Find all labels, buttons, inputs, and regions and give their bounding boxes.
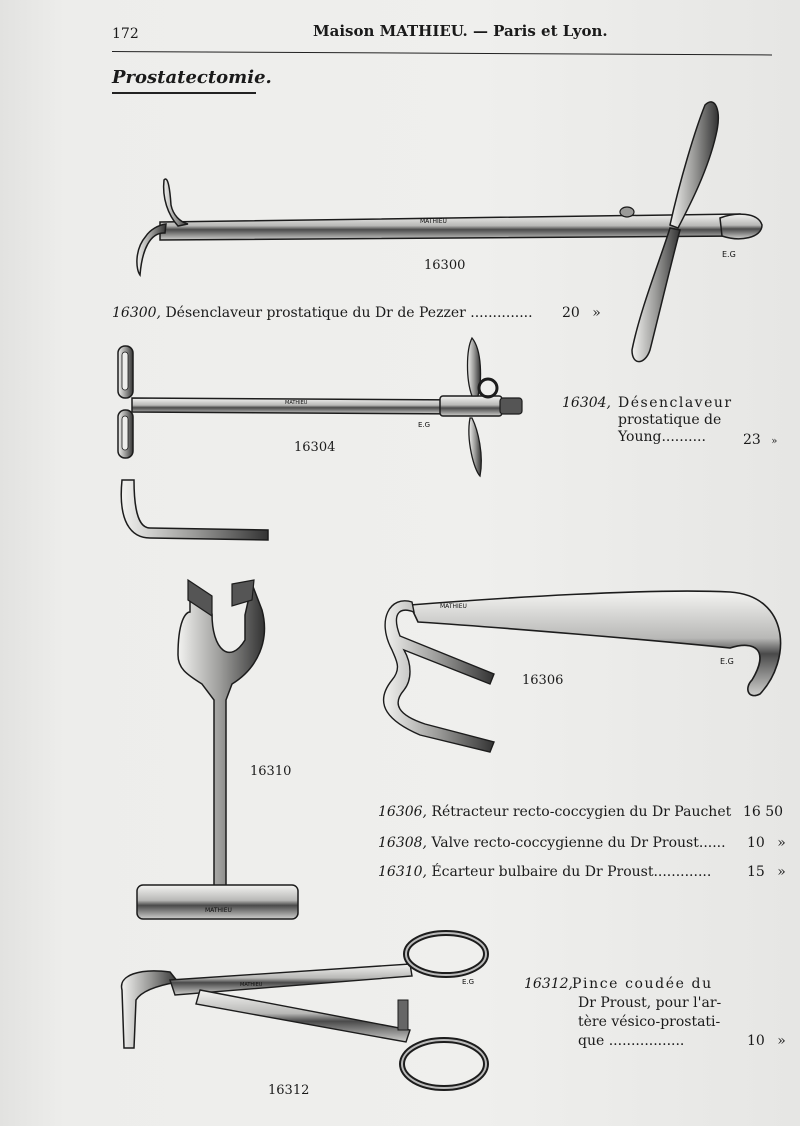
instrument-16304-number-entry [562,395,611,411]
instrument-16304-price-value: 23 [743,432,761,448]
instrument-16312-engraving: MATHIEU [240,982,263,988]
instrument-16310-name: Écarteur bulbaire du Dr Proust............. [431,864,712,880]
instrument-16310-price-suffix: » [777,864,786,880]
instrument-16300-name: Désenclaveur prostatique du Dr de Pezzer [165,305,466,321]
instrument-16300-image [137,102,762,362]
instrument-16300-engraving: MATHIEU [420,218,447,225]
instrument-16312-number: 16312, [524,976,573,992]
instrument-16304-engraving: MATHIEU [285,400,308,406]
instrument-16304-name-line-1: Désenclaveur [618,395,733,411]
instrument-16312-number-entry [524,976,573,992]
instrument-16306-number: 16306, [378,804,427,820]
instrument-16304-image [118,338,522,540]
instrument-16312-price-value: 10 [747,1033,765,1049]
instrument-16308-name: Valve recto-coccygienne du Dr Proust...... [431,835,726,851]
instrument-16306-entry [378,804,731,820]
instrument-16308-price-value: 10 [747,835,765,851]
instrument-16304-name-line-2: prostatique de [618,412,722,428]
instrument-16300-entry [112,305,533,321]
figure-label-16300: 16300 [424,258,466,273]
instrument-16310-image [137,580,298,919]
page-header-title: Maison MATHIEU. — Paris et Lyon. [313,22,608,40]
instrument-16312-name-line-3: tère vésico-prostati- [578,1014,721,1030]
instrument-16312-name-line-2: Dr Proust, pour l'ar- [578,995,722,1011]
instrument-16312-name-line-4: que ................. [578,1033,685,1049]
instrument-16304-maker-mark: E.G [418,421,431,429]
instrument-16308-price-suffix: » [777,835,786,851]
figure-label-16310: 16310 [250,764,292,779]
figure-label-16304: 16304 [294,440,336,455]
instrument-16300-price-suffix: » [592,305,601,321]
instrument-16312-name-line-1: Pince coudée du [572,976,713,992]
instrument-16300-dots: .............. [470,305,533,321]
instrument-16312-image [122,933,486,1088]
instrument-16312-maker-mark: E.G [462,978,475,986]
instrument-16304-number: 16304, [562,395,611,411]
instrument-16300-price-value: 20 [562,305,580,321]
instrument-16310-engraving: MATHIEU [205,907,232,914]
instrument-16306-image [384,591,781,752]
instrument-16306-name: Rétracteur recto-coccygien du Dr Pauchet [431,804,732,820]
instrument-16312-price [747,1033,786,1049]
figure-label-16306: 16306 [522,673,564,688]
figure-label-16312: 16312 [268,1083,310,1098]
instrument-16308-number: 16308, [378,835,427,851]
instrument-16300-number: 16300, [112,305,161,321]
instrument-16300-maker-mark: E.G [722,250,736,259]
instrument-16310-number: 16310, [378,864,427,880]
instrument-16300-price [562,305,601,321]
instrument-16310-price-value: 15 [747,864,765,880]
page-number: 172 [112,26,139,42]
instrument-16308-entry [378,835,726,851]
instrument-16312-price-suffix: » [777,1033,786,1049]
instrument-16306-price: 16 50 [743,804,784,820]
instrument-16304-price [743,432,777,448]
instrument-16304-price-suffix: » [771,436,778,447]
instrument-16306-maker-mark: E.G [720,657,734,666]
instrument-16310-entry [378,864,711,880]
instrument-16308-price [747,835,786,851]
instrument-16310-price [747,864,786,880]
instrument-16304-name-line-3: Young.......... [618,429,706,445]
instrument-16306-engraving: MATHIEU [440,603,467,610]
section-title: Prostatectomie. [112,67,272,88]
